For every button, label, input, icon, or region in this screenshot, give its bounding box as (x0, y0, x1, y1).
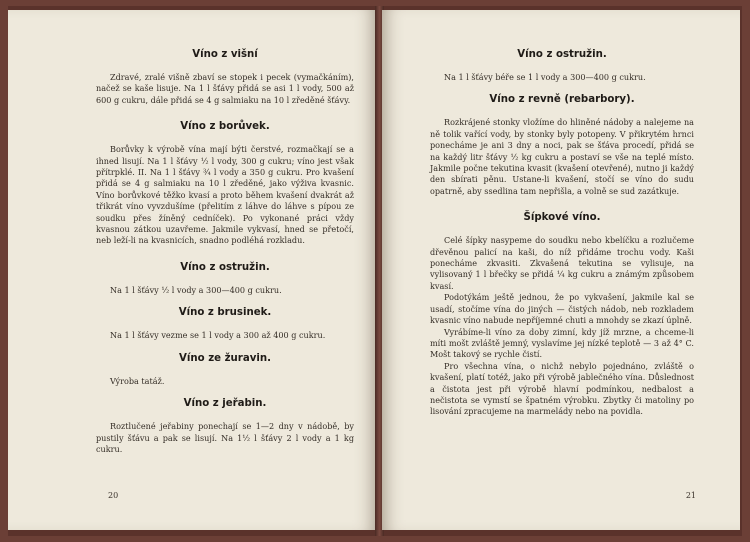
open-book (8, 6, 742, 536)
section-title: Víno z jeřabin. (183, 398, 267, 410)
page-number: 21 (685, 491, 696, 500)
section-paragraph: Na 1 l šťávy ½ l vody a 300—400 g cukru. (110, 284, 282, 295)
section-paragraph: Na 1 l šťávy béře se 1 l vody a 300—400 g cukru. (444, 72, 646, 82)
page-number: 20 (108, 491, 119, 500)
section-paragraph: Zdravé, zralé višně zbaví se stopek i pecek (vymačkáním), načež se kaše lisuje. Na 1 l šťávy přidá se asi 1 l vody, 500 až 600 g cukru, dále přidá se 4 g salmiaku na 10 l zředěné šťávy. (96, 72, 354, 105)
section-title: Víno z borůvek. (180, 121, 270, 133)
section-paragraph: Borůvky k výrobě vína mají býti čerstvé, rozmačkají se a ihned lisují. Na 1 l šťávy ½ l vody, 300 g cukru; víno jest však přítrpklé. II. Na 1 l šťávy ¾ l vody a 350 g cukru. Pro kvašení přidá se 4 g salmiaku na 10 l zředěné, jako výživa kvasnic. Víno borůvkové těžko kvasí a proto během kvašení dvakrát až třikrát víno vyvzdušíme (přelitím z láhve do láhve s pípou ze soudku přes žíněný cedníček). Po vykonané práci vždy kvasnou zátkou uzavřeme. Jakmile vykvasí, hned se přetočí, neb leží-li na kvasnicích, snadno podléhá rozkladu. (96, 144, 354, 246)
left-page (8, 10, 376, 530)
section-paragraph: Celé šípky nasypeme do soudku nebo kbelíčku a rozlučeme dřevěnou palicí na kaši, do níž přidáme trochu vody. Kaši ponecháme zkvasiti. Zkvašená tekutina se vylisuje, na vylisovaný 1 l břečky se přidá ¼ kg cukru a známým způsobem kvasí. (430, 235, 694, 291)
section-title: Šípkové víno. (523, 212, 601, 224)
section-paragraph: Podotýkám ještě jednou, že po vykvašení, jakmile kal se usadí, stočíme vína do jiných — čistých nádob, neb rozkladem kvasnic víno nabude nepříjemné chuti a mnohdy se zkazí úplně. (430, 292, 694, 326)
section-paragraph: Roztlučené jeřabiny ponechají se 1—2 dny v nádobě, by pustily šťávu a pak se lisují. Na 1½ l šťávy 2 l vody a 1 kg cukru. (96, 421, 354, 454)
section-title: Víno z revně (rebarbory). (489, 94, 635, 106)
section-paragraph: Rozkrájené stonky vložíme do hliněné nádoby a nalejeme na ně tolik vařící vody, by stonky byly potopeny. V přikrytém hrnci ponecháme je ani 3 dny a noci, pak se šťáva procedí, přidá se na každý litr šťávy ½ kg cukru a postaví se vše na teplé místo. Jakmile počne tekutina kvasit (kvašení otevřené), nutno ji každý den sbírati pěnu. Ustane-li kvašení, stočí se víno do sudu opatrně, aby ssedlina tam nepřišla, a volně se sud zazátkuje. (430, 117, 694, 196)
section-paragraph: Vyrábíme-li víno za doby zimní, kdy jíž mrzne, a chceme-li míti mošt zvláště jemný, vyslavíme jej nízké teplotě — 3 až 4° C. Mošt takový se rychle čistí. (430, 326, 694, 360)
section-title: Víno ze žuravin. (179, 352, 271, 364)
section-paragraph: Na 1 l šťávy vezme se 1 l vody a 300 až 400 g cukru. (110, 330, 326, 341)
section-title: Víno z ostružin. (517, 49, 607, 60)
right-page (382, 10, 740, 530)
left-page-content (96, 48, 354, 455)
section-title: Víno z brusinek. (178, 307, 272, 319)
section-title: Víno z višní (192, 49, 258, 60)
section-paragraph: Pro všechna vína, o nichž nebylo pojednáno, zvláště o kvašení, platí totéž, jako při výrobě jablečného vína. Důslednost a čistota jest při výrobě hlavní podmínkou, nedbalost a nečistota se vymstí se špatném výrobku. Zbytky či matoliny po lisování zpracujeme na marmelády nebo na povidla. (430, 360, 694, 417)
right-page-content (430, 48, 694, 418)
section-paragraph: Výroba tatáž. (110, 375, 165, 386)
section-title: Víno z ostružin. (180, 261, 270, 273)
